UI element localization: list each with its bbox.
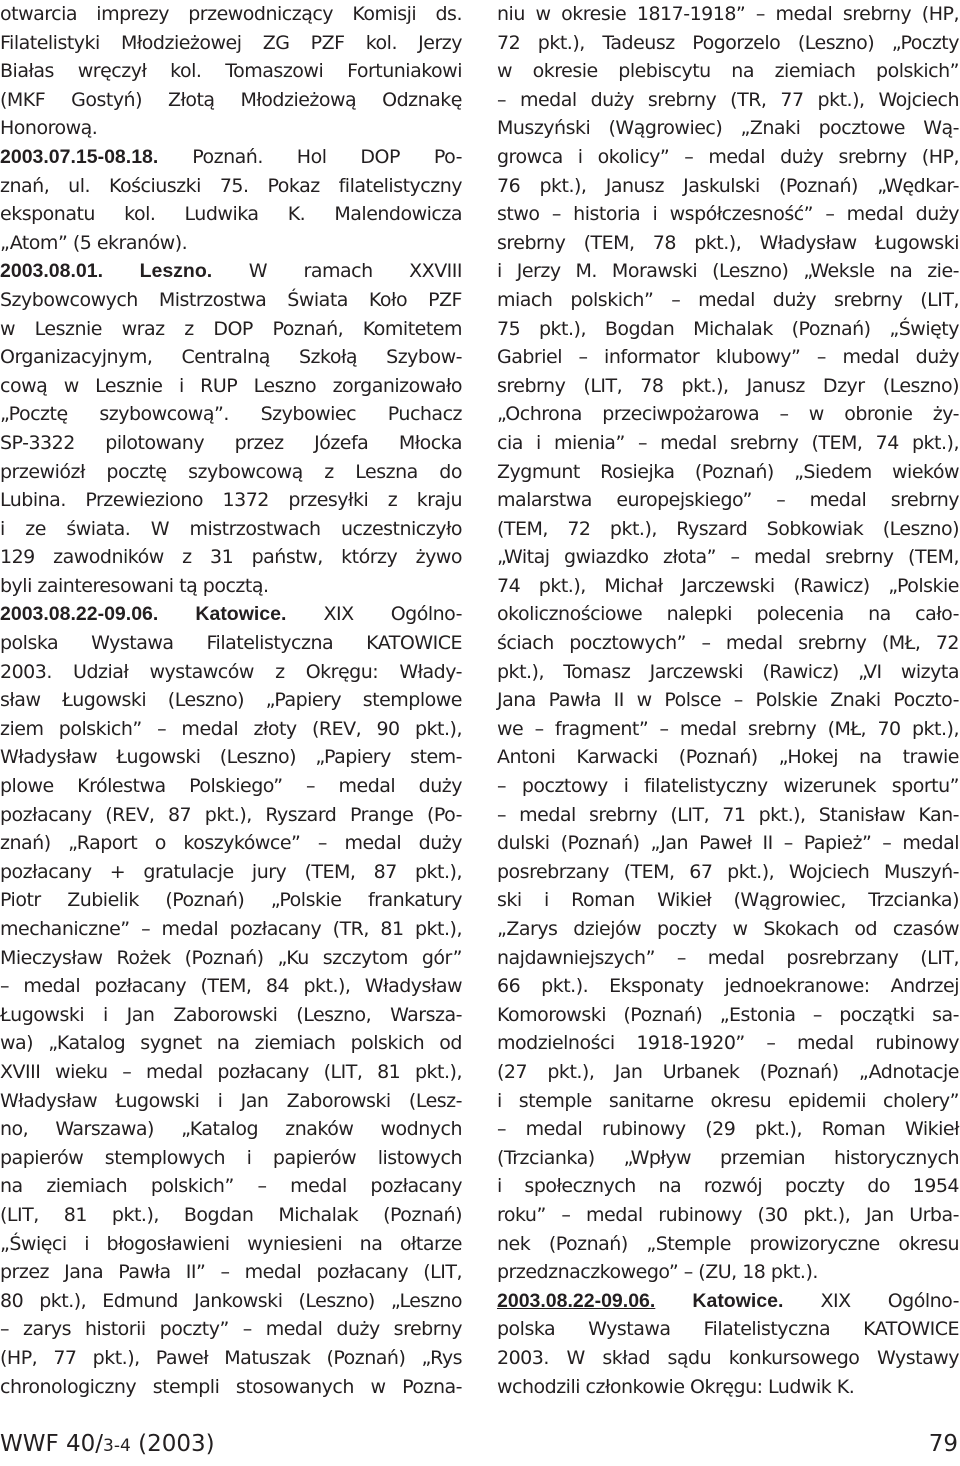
text-line: Filatelistyki Młodzieżowej ZG PZF kol. Jerzy bbox=[0, 31, 462, 54]
text-line: pozłacany + gratulacje jury (TEM, 87 pkt.), bbox=[0, 860, 462, 883]
text-line: „Zarys dziejów poczty w Skokach od czasów bbox=[497, 918, 959, 940]
text-line: byli zainteresowani tą pocztą. bbox=[0, 574, 269, 597]
text-line: – medal pozłacany (TEM, 84 pkt.), Władysław bbox=[0, 975, 462, 998]
text-line: 74 pkt.), Michał Jarczewski (Rawicz) „Polskie bbox=[497, 574, 959, 597]
text-line: papierów stemplowych i papierów listowych bbox=[0, 1146, 462, 1169]
text-line: Organizacyjnym, Centralną Szkołą Szybow- bbox=[0, 346, 462, 369]
journal-name: WWF 40/ bbox=[0, 1431, 104, 1457]
text-line: i Jerzy M. Morawski (Leszno) „Weksle na zie- bbox=[497, 260, 959, 283]
text-line: okolicznościowe nalepki polecenia na cało- bbox=[497, 603, 959, 626]
text-line: „Witaj gwiazdko złota” – medal srebrny (TEM, bbox=[497, 546, 959, 569]
text-line: ściach pocztowych” – medal srebrny (MŁ, 72 bbox=[497, 632, 959, 655]
text-line: wa) „Katalog sygnet na ziemiach polskich od bbox=[0, 1032, 462, 1055]
text-line: stwo – historia i współczesność” – medal duży bbox=[497, 203, 959, 226]
text-line: Zygmunt Rosiejka (Poznań) „Siedem wieków bbox=[497, 460, 959, 483]
entry-date: 2003.08.22-09.06. bbox=[0, 603, 159, 626]
text-line: Piotr Zubielik (Poznań) „Polskie frankatury bbox=[0, 889, 462, 912]
text-line: – zarys historii poczty” – medal duży srebrny bbox=[0, 1318, 462, 1341]
journal-label bbox=[0, 1424, 215, 1466]
text-line: SP-3322 pilotowany przez Józefa Młocka bbox=[0, 431, 462, 454]
text-line: sław Ługowski (Leszno) „Papiery stemplowe bbox=[0, 689, 462, 712]
text-line: przewiózł pocztę szybowcową z Leszna do bbox=[0, 460, 462, 483]
text-line: Gabriel – informator klubowy” – medal duży bbox=[497, 346, 959, 369]
text-line: polska Wystawa Filatelistyczna KATOWICE bbox=[0, 632, 462, 655]
text-line: Muszyński (Wągrowiec) „Znaki pocztowe Wą- bbox=[497, 117, 959, 140]
text-line: i społecznych na rozwój poczty do 1954 bbox=[497, 1175, 959, 1198]
journal-year: (2003) bbox=[130, 1431, 215, 1457]
text-line: „Święci i błogosławieni wyniesieni na ołtarze bbox=[0, 1232, 462, 1255]
entry-place: Leszno. bbox=[139, 260, 213, 283]
text-line: (LIT, 81 pkt.), Bogdan Michalak (Poznań) bbox=[0, 1203, 462, 1226]
text-line: (MKF Gostyń) Złotą Młodzieżową Odznakę bbox=[0, 88, 462, 111]
text-line: 72 pkt.), Tadeusz Pogorzelo (Leszno) „Poczty bbox=[497, 31, 959, 54]
entry-date: 2003.08.22-09.06. bbox=[497, 1289, 656, 1312]
text-line: mechaniczne” – medal pozłacany (TR, 81 pkt.), bbox=[0, 918, 462, 940]
text-line: srebrny (LIT, 78 pkt.), Janusz Dzyr (Leszno) bbox=[497, 374, 959, 397]
text-line: nek (Poznań) „Stemple prowizoryczne okresu bbox=[497, 1232, 959, 1255]
text-line: wchodzili członkowie Okręgu: Ludwik K. bbox=[497, 1375, 855, 1398]
left-column bbox=[0, 0, 462, 1401]
text-line: posrebrzany (TEM, 67 pkt.), Wojciech Muszyń- bbox=[497, 860, 959, 883]
text-run: Poznań. Hol DOP Po- bbox=[158, 145, 462, 168]
text-line: Lubina. Przewieziono 1372 przesyłki z kraju bbox=[0, 489, 462, 512]
text-line: (TEM, 72 pkt.), Ryszard Sobkowiak (Leszno) bbox=[497, 517, 959, 540]
text-line: – medal duży srebrny (TR, 77 pkt.), Wojciech bbox=[497, 88, 959, 111]
journal-issue: 3-4 bbox=[103, 1436, 131, 1456]
text-line: 2003. Udział wystawców z Okręgu: Włady- bbox=[0, 660, 462, 683]
text-line: Władysław Ługowski i Jan Zaborowski (Lesz- bbox=[0, 1089, 462, 1112]
text-line: Komorowski (Poznań) „Estonia – początki sa- bbox=[497, 1003, 959, 1026]
entry-date: 2003.08.01. bbox=[0, 260, 104, 283]
text-line: „Ochrona przeciwpożarowa – w obronie ży- bbox=[497, 403, 959, 426]
text-line: 76 pkt.), Janusz Jaskulski (Poznań) „Wędkar- bbox=[497, 174, 959, 197]
text-line: 75 pkt.), Bogdan Michalak (Poznań) „Święty bbox=[497, 317, 959, 340]
text-line: Antoni Karwacki (Poznań) „Hokej na trawie bbox=[497, 746, 959, 769]
text-line: cową w Lesznie i RUP Leszno zorganizowało bbox=[0, 374, 462, 397]
text-line: miach polskich” – medal duży srebrny (LIT, bbox=[497, 288, 959, 311]
text-line: „Atom” (5 ekranów). bbox=[0, 231, 188, 254]
text-line: plowe Królestwa Polskiego” – medal duży bbox=[0, 775, 462, 798]
text-run bbox=[655, 1290, 692, 1312]
text-line: (27 pkt.), Jan Urbanek (Poznań) „Adnotacje bbox=[497, 1060, 959, 1083]
text-line: i stemple sanitarne okresu epidemii cholery” bbox=[497, 1089, 959, 1112]
text-line: 66 pkt.). Eksponaty jednoekranowe: Andrzej bbox=[497, 975, 959, 998]
text-line: srebrny (TEM, 78 pkt.), Władysław Ługowski bbox=[497, 231, 959, 254]
text-line: chronologiczny stempli stosowanych w Pozna- bbox=[0, 1375, 462, 1398]
text-line: przez Jana Pawła II” – medal pozłacany (LIT, bbox=[0, 1261, 462, 1284]
text-line bbox=[497, 1287, 959, 1316]
text-line bbox=[0, 257, 462, 286]
text-line: modzielności 1918-1920” – medal rubinowy bbox=[497, 1032, 959, 1055]
text-line: (Trzcianka) „Wpływ przemian historycznych bbox=[497, 1146, 959, 1169]
text-line: polska Wystawa Filatelistyczna KATOWICE bbox=[497, 1318, 959, 1341]
text-line: malarstwa europejskiego” – medal srebrny bbox=[497, 489, 959, 512]
text-line: pozłacany (REV, 87 pkt.), Ryszard Prange (Po- bbox=[0, 803, 462, 826]
text-line: na ziemiach polskich” – medal pozłacany bbox=[0, 1175, 462, 1198]
text-line: Szybowcowych Mistrzostwa Świata Koło PZF bbox=[0, 288, 462, 311]
text-line: ziem polskich” – medal złoty (REV, 90 pkt.), bbox=[0, 717, 462, 740]
text-line: znań) „Raport o koszykówce” – medal duży bbox=[0, 832, 462, 855]
text-line: najdawniejszych” – medal posrebrzany (LIT, bbox=[497, 946, 959, 969]
text-line: Władysław Ługowski (Leszno) „Papiery stem- bbox=[0, 746, 462, 769]
page-footer bbox=[0, 1424, 960, 1464]
text-line bbox=[0, 600, 462, 629]
text-line: we – fragment” – medal srebrny (MŁ, 70 pkt.), bbox=[497, 717, 959, 740]
text-line: 2003. W skład sądu konkursowego Wystawy bbox=[497, 1346, 959, 1369]
text-run: XIX Ogólno- bbox=[783, 1289, 959, 1312]
text-run bbox=[158, 603, 195, 625]
text-line: Białas wręczył kol. Tomaszowi Fortuniakowi bbox=[0, 60, 462, 83]
text-line: (HP, 77 pkt.), Paweł Matuszak (Poznań) „Rys bbox=[0, 1346, 462, 1369]
text-line: dulski (Poznań) „Jan Paweł II – Papież” – medal bbox=[497, 832, 959, 855]
text-line: Honorową. bbox=[0, 117, 98, 140]
text-line: Ługowski i Jan Zaborowski (Leszno, Warsza- bbox=[0, 1003, 462, 1026]
right-column bbox=[497, 0, 959, 1401]
text-line: Mieczysław Rożek (Poznań) „Ku szczytom gór” bbox=[0, 946, 462, 969]
text-line: – medal srebrny (LIT, 71 pkt.), Stanisław Kan- bbox=[497, 803, 959, 826]
text-line: 129 zawodników z 31 państw, którzy żywo bbox=[0, 546, 462, 569]
page-number: 79 bbox=[928, 1431, 958, 1457]
text-line: growca i okolicy” – medal duży srebrny (HP, bbox=[497, 145, 959, 168]
text-line: „Pocztę szybowcową”. Szybowiec Puchacz bbox=[0, 403, 462, 426]
text-line: niu w okresie 1817-1918” – medal srebrny (HP, bbox=[497, 3, 959, 25]
text-line: XVIII wieku – medal pozłacany (LIT, 81 pkt.), bbox=[0, 1060, 462, 1083]
entry-date: 2003.07.15-08.18. bbox=[0, 145, 159, 168]
text-run: XIX Ogólno- bbox=[286, 603, 462, 626]
text-line: eksponatu kol. Ludwika K. Malendowicza bbox=[0, 203, 462, 226]
text-line: w okresie plebiscytu na ziemiach polskich” bbox=[497, 60, 959, 83]
text-line: ski i Roman Wikieł (Wągrowiec, Trzcianka) bbox=[497, 889, 959, 912]
text-line: i ze świata. W mistrzostwach uczestniczyło bbox=[0, 517, 462, 540]
text-line: roku” – medal rubinowy (30 pkt.), Jan Urba- bbox=[497, 1203, 959, 1226]
text-line: otwarcia imprezy przewodniczący Komisji ds. bbox=[0, 3, 462, 25]
text-run bbox=[103, 260, 140, 282]
text-line: no, Warszawa) „Katalog znaków wodnych bbox=[0, 1118, 462, 1141]
text-line: Jana Pawła II w Polsce – Polskie Znaki Poczto- bbox=[497, 689, 959, 712]
text-line: w Lesznie wraz z DOP Poznań, Komitetem bbox=[0, 317, 462, 340]
text-line bbox=[0, 143, 462, 172]
text-line: 80 pkt.), Edmund Jankowski (Leszno) „Leszno bbox=[0, 1289, 462, 1312]
text-run: W ramach XXVIII bbox=[212, 260, 462, 283]
text-line: przedznaczkowego” – (ZU, 18 pkt.). bbox=[497, 1261, 818, 1284]
entry-place: Katowice. bbox=[195, 603, 287, 626]
text-line: – medal rubinowy (29 pkt.), Roman Wikieł bbox=[497, 1118, 959, 1141]
text-line: znań, ul. Kościuszki 75. Pokaz filatelistyczny bbox=[0, 174, 462, 197]
entry-place: Katowice. bbox=[692, 1289, 784, 1312]
text-line: – pocztowy i filatelistyczny wizerunek sportu” bbox=[497, 775, 959, 798]
text-line: cia i mienia” – medal srebrny (TEM, 74 pkt.), bbox=[497, 431, 959, 454]
text-line: pkt.), Tomasz Jarczewski (Rawicz) „VI wizyta bbox=[497, 660, 959, 683]
